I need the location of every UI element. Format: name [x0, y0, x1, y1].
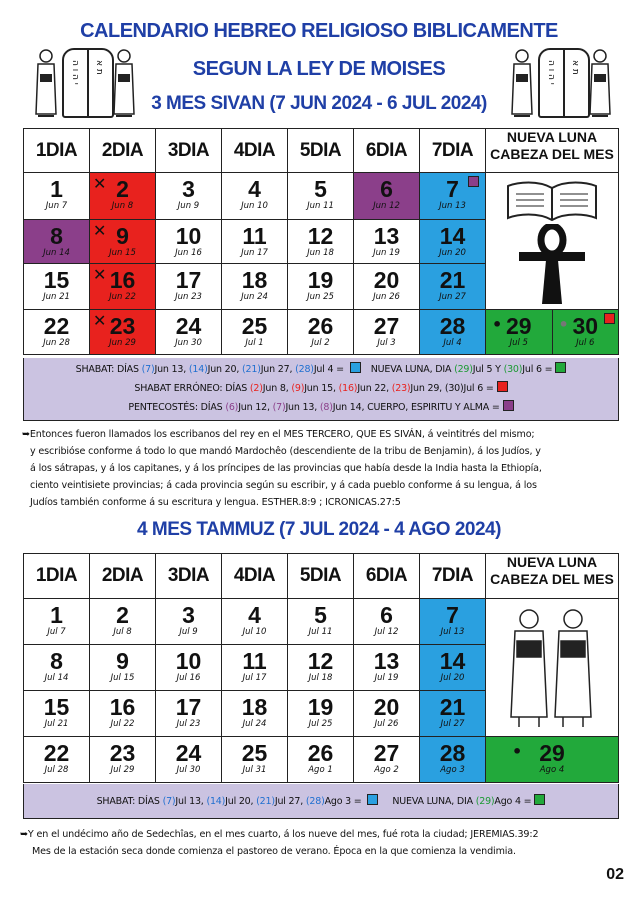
day-cell	[288, 599, 354, 645]
day-cell	[222, 691, 288, 737]
gregorian-date: Jul 13	[440, 627, 465, 637]
month1-title: 3 MES SIVAN (7 JUN 2024 - 6 JUL 2024)	[151, 93, 487, 114]
gregorian-date: Jun 30	[175, 338, 202, 348]
day-cell	[288, 310, 354, 355]
hebrew-day: 14	[439, 223, 466, 249]
hebrew-day: 15	[43, 267, 70, 293]
day-cell	[354, 737, 420, 783]
gregorian-date: Jul 17	[242, 673, 267, 683]
day-cell	[156, 737, 222, 783]
hebrew-day: 3	[182, 176, 195, 202]
day-cell	[288, 220, 354, 264]
day-cell	[288, 264, 354, 310]
gregorian-date: Jul 31	[242, 765, 267, 775]
hebrew-day: 28	[439, 313, 466, 339]
day-cell	[24, 737, 90, 783]
gregorian-date: Jun 18	[307, 248, 334, 258]
hebrew-day: 9	[116, 648, 129, 674]
gregorian-date: Jun 23	[175, 292, 202, 302]
hebrew-day: 16	[109, 694, 136, 720]
day-cell	[90, 173, 156, 220]
hebrew-day: 10	[175, 648, 202, 674]
gregorian-date: Jun 19	[373, 248, 400, 258]
new-moon-cell	[486, 310, 619, 355]
gregorian-date: Jul 16	[176, 673, 201, 683]
gregorian-date: Jul 5	[509, 338, 528, 348]
gregorian-date: Jul 25	[308, 719, 333, 729]
hebrew-day: 22	[43, 740, 70, 766]
day-cell	[222, 173, 288, 220]
hebrew-day: 13	[373, 648, 400, 674]
day-cell	[354, 645, 420, 691]
day-cell	[156, 645, 222, 691]
hebrew-day: 2	[116, 176, 129, 202]
new-moon-header: NUEVA LUNA CABEZA DEL MES	[486, 129, 619, 173]
green-marker	[534, 794, 545, 805]
day-header: 3DIA	[156, 129, 222, 173]
day-cell	[420, 645, 486, 691]
hebrew-day: 7	[446, 602, 459, 628]
day-cell	[90, 645, 156, 691]
gregorian-date: Jun 22	[109, 292, 136, 302]
day-cell	[90, 264, 156, 310]
day-header: 2DIA	[90, 554, 156, 599]
new-moon-day	[553, 310, 619, 354]
gregorian-date: Jul 21	[44, 719, 69, 729]
purple-marker	[503, 400, 514, 411]
gregorian-date: Ago 4	[539, 765, 565, 775]
day-cell	[420, 173, 486, 220]
day-cell	[420, 599, 486, 645]
day-cell	[24, 310, 90, 355]
day-cell	[24, 599, 90, 645]
day-header: 2DIA	[90, 129, 156, 173]
day-cell	[90, 310, 156, 355]
blue-marker	[367, 794, 378, 805]
hebrew-day: 8	[50, 223, 63, 249]
hebrew-day: 27	[373, 740, 400, 766]
hebrew-day: 23	[109, 313, 136, 339]
gregorian-date: Jun 28	[43, 338, 70, 348]
new-moon-header: NUEVA LUNA CABEZA DEL MES	[486, 554, 619, 599]
new-moon-day	[486, 310, 553, 354]
hebrew-day: 3	[182, 602, 195, 628]
day-cell	[354, 310, 420, 355]
hebrew-day: 20	[373, 694, 400, 720]
day-header: 1DIA	[24, 129, 90, 173]
month2-title: 4 MES TAMMUZ (7 JUL 2024 - 4 AGO 2024)	[137, 519, 501, 540]
day-cell	[420, 220, 486, 264]
hebrew-day: 8	[50, 648, 63, 674]
dot-icon: •	[558, 315, 569, 334]
tablets-with-figures-left	[34, 44, 136, 122]
day-cell	[288, 645, 354, 691]
day-cell	[222, 220, 288, 264]
gregorian-date: Jun 29	[109, 338, 136, 348]
day-cell	[288, 173, 354, 220]
hebrew-day: 17	[175, 694, 202, 720]
day-cell	[90, 737, 156, 783]
open-book-icon	[504, 180, 600, 222]
hebrew-day: 20	[373, 267, 400, 293]
tablets-with-figures-right	[510, 44, 612, 122]
hebrew-day: 4	[248, 176, 261, 202]
gregorian-date: Jul 22	[110, 719, 135, 729]
day-cell	[354, 264, 420, 310]
gregorian-date: Jul 30	[176, 765, 201, 775]
page-subtitle: SEGUN LA LEY DE MOISES	[192, 58, 446, 80]
hebrew-day: 9	[116, 223, 129, 249]
day-cell	[420, 310, 486, 355]
month2-legend	[23, 784, 619, 819]
gregorian-date: Jun 27	[439, 292, 466, 302]
hebrew-day: 6	[380, 176, 393, 202]
hebrew-day: 24	[175, 313, 202, 339]
day-cell	[420, 691, 486, 737]
hebrew-day: 12	[307, 648, 334, 674]
gregorian-date: Jun 14	[43, 248, 70, 258]
erroneous-shabbat-marker	[604, 313, 615, 324]
hebrew-day: 11	[242, 648, 267, 674]
gregorian-date: Jun 15	[109, 248, 136, 258]
x-mark-icon: ✕	[93, 221, 107, 240]
gregorian-date: Jul 9	[179, 627, 198, 637]
gregorian-date: Jun 10	[241, 201, 268, 211]
scripture-paragraph-2: ➥Y en el undécimo año de Sedechîas, en el mes cuarto, á los nueve del mes, fué rota la ciudad; JEREMIAS.39:2 Mes de la estación seca donde comienza el pastoreo de verano. Época en la que comienza la vendimia.	[20, 829, 539, 857]
hebrew-day: 21	[439, 267, 466, 293]
day-cell	[24, 645, 90, 691]
priest-figure-icon	[112, 48, 136, 122]
day-cell	[222, 310, 288, 355]
gregorian-date: Jun 13	[439, 201, 466, 211]
gregorian-date: Jul 2	[311, 338, 330, 348]
hebrew-day: 14	[439, 648, 466, 674]
day-cell	[222, 264, 288, 310]
gregorian-date: Jul 26	[374, 719, 399, 729]
gregorian-date: Jun 25	[307, 292, 334, 302]
shabat-legend: SHABAT: DÍAS (7)Jul 13, (14)Jul 20, (21)Jul 27, (28)Ago 3 = NUEVA LUNA, DIA (29)Ago 4 =	[24, 794, 618, 807]
blue-marker	[350, 362, 361, 373]
gregorian-date: Jun 7	[45, 201, 68, 211]
gregorian-date: Jul 23	[176, 719, 201, 729]
hebrew-day: 23	[109, 740, 136, 766]
hebrew-day: 25	[241, 740, 268, 766]
day-cell	[156, 173, 222, 220]
gregorian-date: Jul 27	[440, 719, 465, 729]
gregorian-date: Jun 17	[241, 248, 268, 258]
hebrew-day: 5	[314, 602, 327, 628]
day-cell	[156, 691, 222, 737]
gregorian-date: Ago 2	[374, 765, 399, 775]
hebrew-day: 24	[175, 740, 202, 766]
day-cell	[24, 264, 90, 310]
day-header: 3DIA	[156, 554, 222, 599]
gregorian-date: Ago 3	[440, 765, 465, 775]
day-header: 5DIA	[288, 129, 354, 173]
day-cell	[420, 264, 486, 310]
gregorian-date: Jul 3	[377, 338, 396, 348]
gregorian-date: Jul 20	[440, 673, 465, 683]
day-cell	[354, 220, 420, 264]
priest-figure-icon	[510, 48, 534, 122]
gregorian-date: Jul 4	[443, 338, 462, 348]
priest-figure-icon	[34, 48, 58, 122]
day-cell	[354, 691, 420, 737]
gregorian-date: Jul 6	[576, 338, 595, 348]
hebrew-day: 16	[109, 267, 136, 293]
gregorian-date: Jun 24	[241, 292, 268, 302]
day-cell	[156, 220, 222, 264]
red-marker	[497, 381, 508, 392]
day-cell	[156, 599, 222, 645]
day-header: 4DIA	[222, 554, 288, 599]
hebrew-day: 22	[43, 313, 70, 339]
day-header: 6DIA	[354, 554, 420, 599]
day-cell	[24, 691, 90, 737]
day-cell	[354, 599, 420, 645]
hebrew-day: 13	[373, 223, 400, 249]
hebrew-day: 12	[307, 223, 334, 249]
hebrew-day: 2	[116, 602, 129, 628]
day-cell	[90, 599, 156, 645]
gregorian-date: Jul 1	[245, 338, 264, 348]
day-cell	[90, 220, 156, 264]
hebrew-day: 1	[50, 602, 63, 628]
page-title: CALENDARIO HEBREO RELIGIOSO BIBLICAMENTE	[80, 20, 558, 42]
gregorian-date: Jul 10	[242, 627, 267, 637]
day-cell	[222, 737, 288, 783]
gregorian-date: Jul 15	[110, 673, 135, 683]
day-header: 6DIA	[354, 129, 420, 173]
page-number: 02	[606, 866, 624, 883]
x-mark-icon: ✕	[93, 265, 107, 284]
shabat-legend: SHABAT: DÍAS (7)Jun 13, (14)Jun 20, (21)Jun 27, (28)Jul 4 = NUEVA LUNA, DIA (29)Jul 5 Y (30)Jul 6 =	[24, 362, 618, 375]
hebrew-day: 18	[241, 694, 268, 720]
day-cell	[156, 310, 222, 355]
day-header: 1DIA	[24, 554, 90, 599]
hebrew-day: 27	[373, 313, 400, 339]
hebrew-day: 29	[539, 740, 565, 766]
gregorian-date: Jul 28	[44, 765, 69, 775]
tablets-icon: י ה ו ה ת א	[62, 48, 114, 118]
gregorian-date: Jul 8	[113, 627, 132, 637]
hebrew-day: 1	[50, 176, 63, 202]
priest-figure-icon	[588, 48, 612, 122]
erroneous-shabat-legend: SHABAT ERRÓNEO: DÍAS (2)Jun 8, (9)Jun 15, (16)Jun 22, (23)Jun 29, (30)Jul 6 =	[24, 381, 618, 394]
gregorian-date: Jul 19	[374, 673, 399, 683]
hebrew-day: 19	[307, 267, 334, 293]
hebrew-day: 10	[175, 223, 202, 249]
ankh-icon	[517, 224, 587, 304]
gregorian-date: Jun 12	[373, 201, 400, 211]
scripture-paragraph-1: ➥Entonces fueron llamados los escribanos del rey en el MES TERCERO, QUE ES SIVÁN, á veintitrés del mismo; y escribióse conforme á todo lo que mandó Mardochêo (descendiente de la tribu de Benjamin), á los Judíos, y á los sátrapas, y á los capitanes, y á los príncipes de las provincias que había desde la India hasta la Ethiopía, ciento veintisiete provincias; á cada provincia según su escribir, y á cada pueblo conforme á su lengua, á los Judíos también conforme á su escritura y lengua. ESTHER.8:9 ; ICRONICAS.27:5	[22, 429, 542, 508]
x-mark-icon: ✕	[93, 311, 107, 330]
hebrew-day: 6	[380, 602, 393, 628]
gregorian-date: Ago 1	[308, 765, 333, 775]
gregorian-date: Jun 21	[43, 292, 70, 302]
month2-calendar	[23, 553, 619, 783]
gregorian-date: Jun 11	[307, 201, 334, 211]
hebrew-day: 18	[241, 267, 268, 293]
day-cell	[288, 737, 354, 783]
gregorian-date: Jul 12	[374, 627, 399, 637]
day-cell	[24, 220, 90, 264]
gregorian-date: Jun 20	[439, 248, 466, 258]
tablets-icon: י ה ו ה ת א	[538, 48, 590, 118]
day-header: 5DIA	[288, 554, 354, 599]
hebrew-day: 28	[439, 740, 466, 766]
day-header: 7DIA	[420, 129, 486, 173]
hebrew-day: 17	[175, 267, 202, 293]
gregorian-date: Jul 11	[308, 627, 333, 637]
hebrew-day: 4	[248, 602, 261, 628]
gregorian-date: Jul 18	[308, 673, 333, 683]
day-cell	[420, 737, 486, 783]
day-cell	[90, 691, 156, 737]
day-cell	[156, 264, 222, 310]
hebrew-day: 15	[43, 694, 70, 720]
hebrew-day: 11	[242, 223, 267, 249]
hebrew-day: 30	[572, 313, 599, 339]
priests-illustration	[486, 599, 619, 737]
hebrew-day: 26	[307, 313, 334, 339]
gregorian-date: Jun 8	[111, 201, 134, 211]
new-moon-illustration	[486, 173, 619, 310]
gregorian-date: Jun 26	[373, 292, 400, 302]
hebrew-day: 26	[307, 740, 334, 766]
day-header: 7DIA	[420, 554, 486, 599]
hebrew-day: 29	[505, 313, 532, 339]
month1-calendar	[23, 128, 619, 355]
dot-icon: •	[512, 742, 523, 761]
pentecost-legend: PENTECOSTÉS: DÍAS (6)Jun 12, (7)Jun 13, (8)Jun 14, CUERPO, ESPIRITU Y ALMA =	[24, 400, 618, 413]
gregorian-date: Jul 14	[44, 673, 69, 683]
hebrew-day: 19	[307, 694, 334, 720]
hebrew-day: 7	[446, 176, 459, 202]
day-header: 4DIA	[222, 129, 288, 173]
gregorian-date: Jul 29	[110, 765, 135, 775]
day-cell	[222, 599, 288, 645]
hebrew-day: 25	[241, 313, 268, 339]
hebrew-day: 5	[314, 176, 327, 202]
x-mark-icon: ✕	[93, 174, 107, 193]
hebrew-day: 21	[439, 694, 466, 720]
day-cell	[222, 645, 288, 691]
gregorian-date: Jun 16	[175, 248, 202, 258]
gregorian-date: Jul 7	[47, 627, 66, 637]
day-cell	[354, 173, 420, 220]
gregorian-date: Jul 24	[242, 719, 267, 729]
pentecost-marker	[468, 176, 479, 187]
month1-legend	[23, 358, 619, 421]
gregorian-date: Jun 9	[177, 201, 200, 211]
day-cell	[288, 691, 354, 737]
day-cell	[24, 173, 90, 220]
dot-icon: •	[492, 315, 503, 334]
green-marker	[555, 362, 566, 373]
priest-figures-icon	[507, 605, 597, 731]
new-moon-day	[486, 737, 619, 783]
